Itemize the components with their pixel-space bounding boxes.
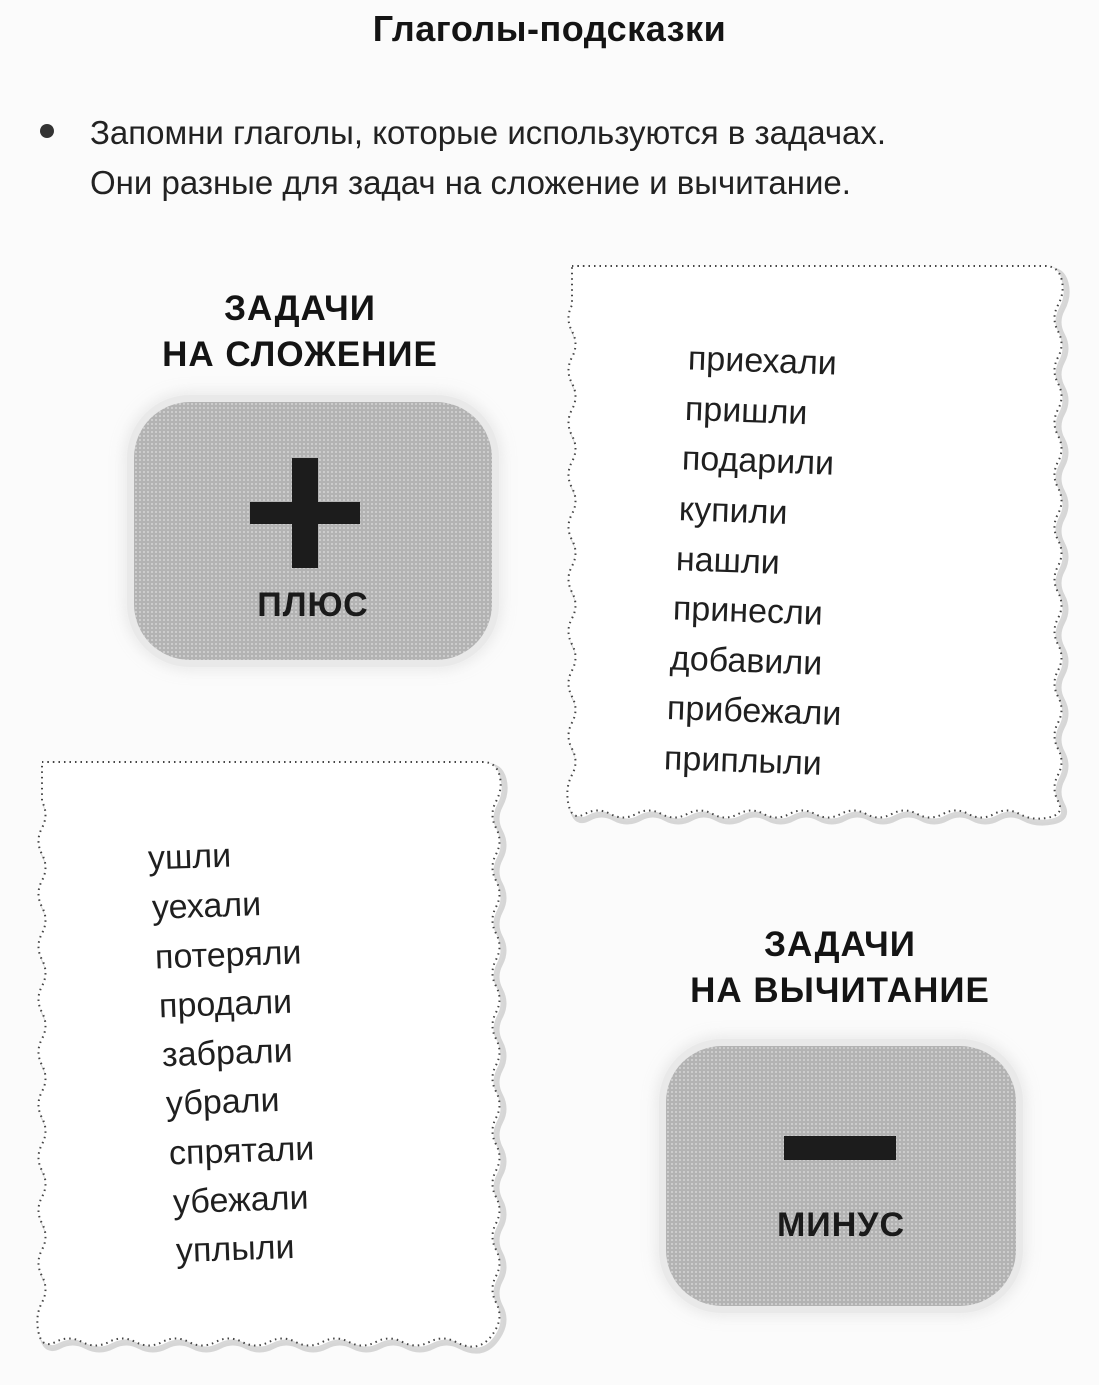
verb-item: купили (678, 490, 789, 532)
verb-item: ушли (147, 836, 232, 878)
addition-heading-line-2: НА СЛОЖЕНИЕ (162, 335, 438, 374)
minus-sign-box (666, 1046, 1016, 1306)
verb-item: уплыли (175, 1227, 296, 1271)
intro-line-1: Запомни глаголы, которые используются в задачах. (90, 114, 887, 151)
subtraction-heading-line-1: ЗАДАЧИ (764, 925, 916, 964)
verb-item: убрали (164, 1081, 280, 1123)
verb-item: нашли (675, 540, 781, 582)
minus-icon (784, 1136, 896, 1160)
verb-item: подарили (681, 439, 835, 483)
verb-item: пришли (684, 389, 809, 433)
wavy-frame-icon (560, 254, 1070, 826)
verb-item: убежали (171, 1178, 309, 1222)
page-title: Глаголы-подсказки (372, 8, 727, 49)
minus-label: МИНУС (776, 1206, 906, 1244)
verb-item: прибежали (666, 688, 843, 734)
subtraction-heading-line-2: НА ВЫЧИТАНИЕ (690, 971, 990, 1010)
verb-item: забрали (161, 1031, 294, 1075)
subtraction-heading (660, 922, 1020, 1014)
addition-heading-line-1: ЗАДАЧИ (224, 289, 376, 328)
addition-verbs-frame (560, 254, 1070, 826)
verb-item: приехали (687, 339, 838, 383)
plus-sign-box (134, 402, 492, 660)
intro-text (90, 108, 1090, 208)
plus-icon-vertical (292, 458, 318, 568)
verb-item: приплыли (663, 739, 823, 783)
verb-item: потеряли (154, 933, 303, 977)
subtraction-verbs-frame (30, 750, 508, 1354)
verb-item: спрятали (168, 1129, 315, 1173)
verb-item: добавили (669, 639, 823, 683)
plus-label: ПЛЮС (257, 586, 369, 624)
bullet-icon (40, 124, 54, 138)
verb-item: уехали (150, 885, 262, 927)
verb-item: принесли (672, 589, 824, 633)
addition-heading (120, 286, 480, 378)
intro-line-2: Они разные для задач на сложение и вычитание. (90, 164, 851, 201)
verb-item: продали (157, 982, 293, 1026)
